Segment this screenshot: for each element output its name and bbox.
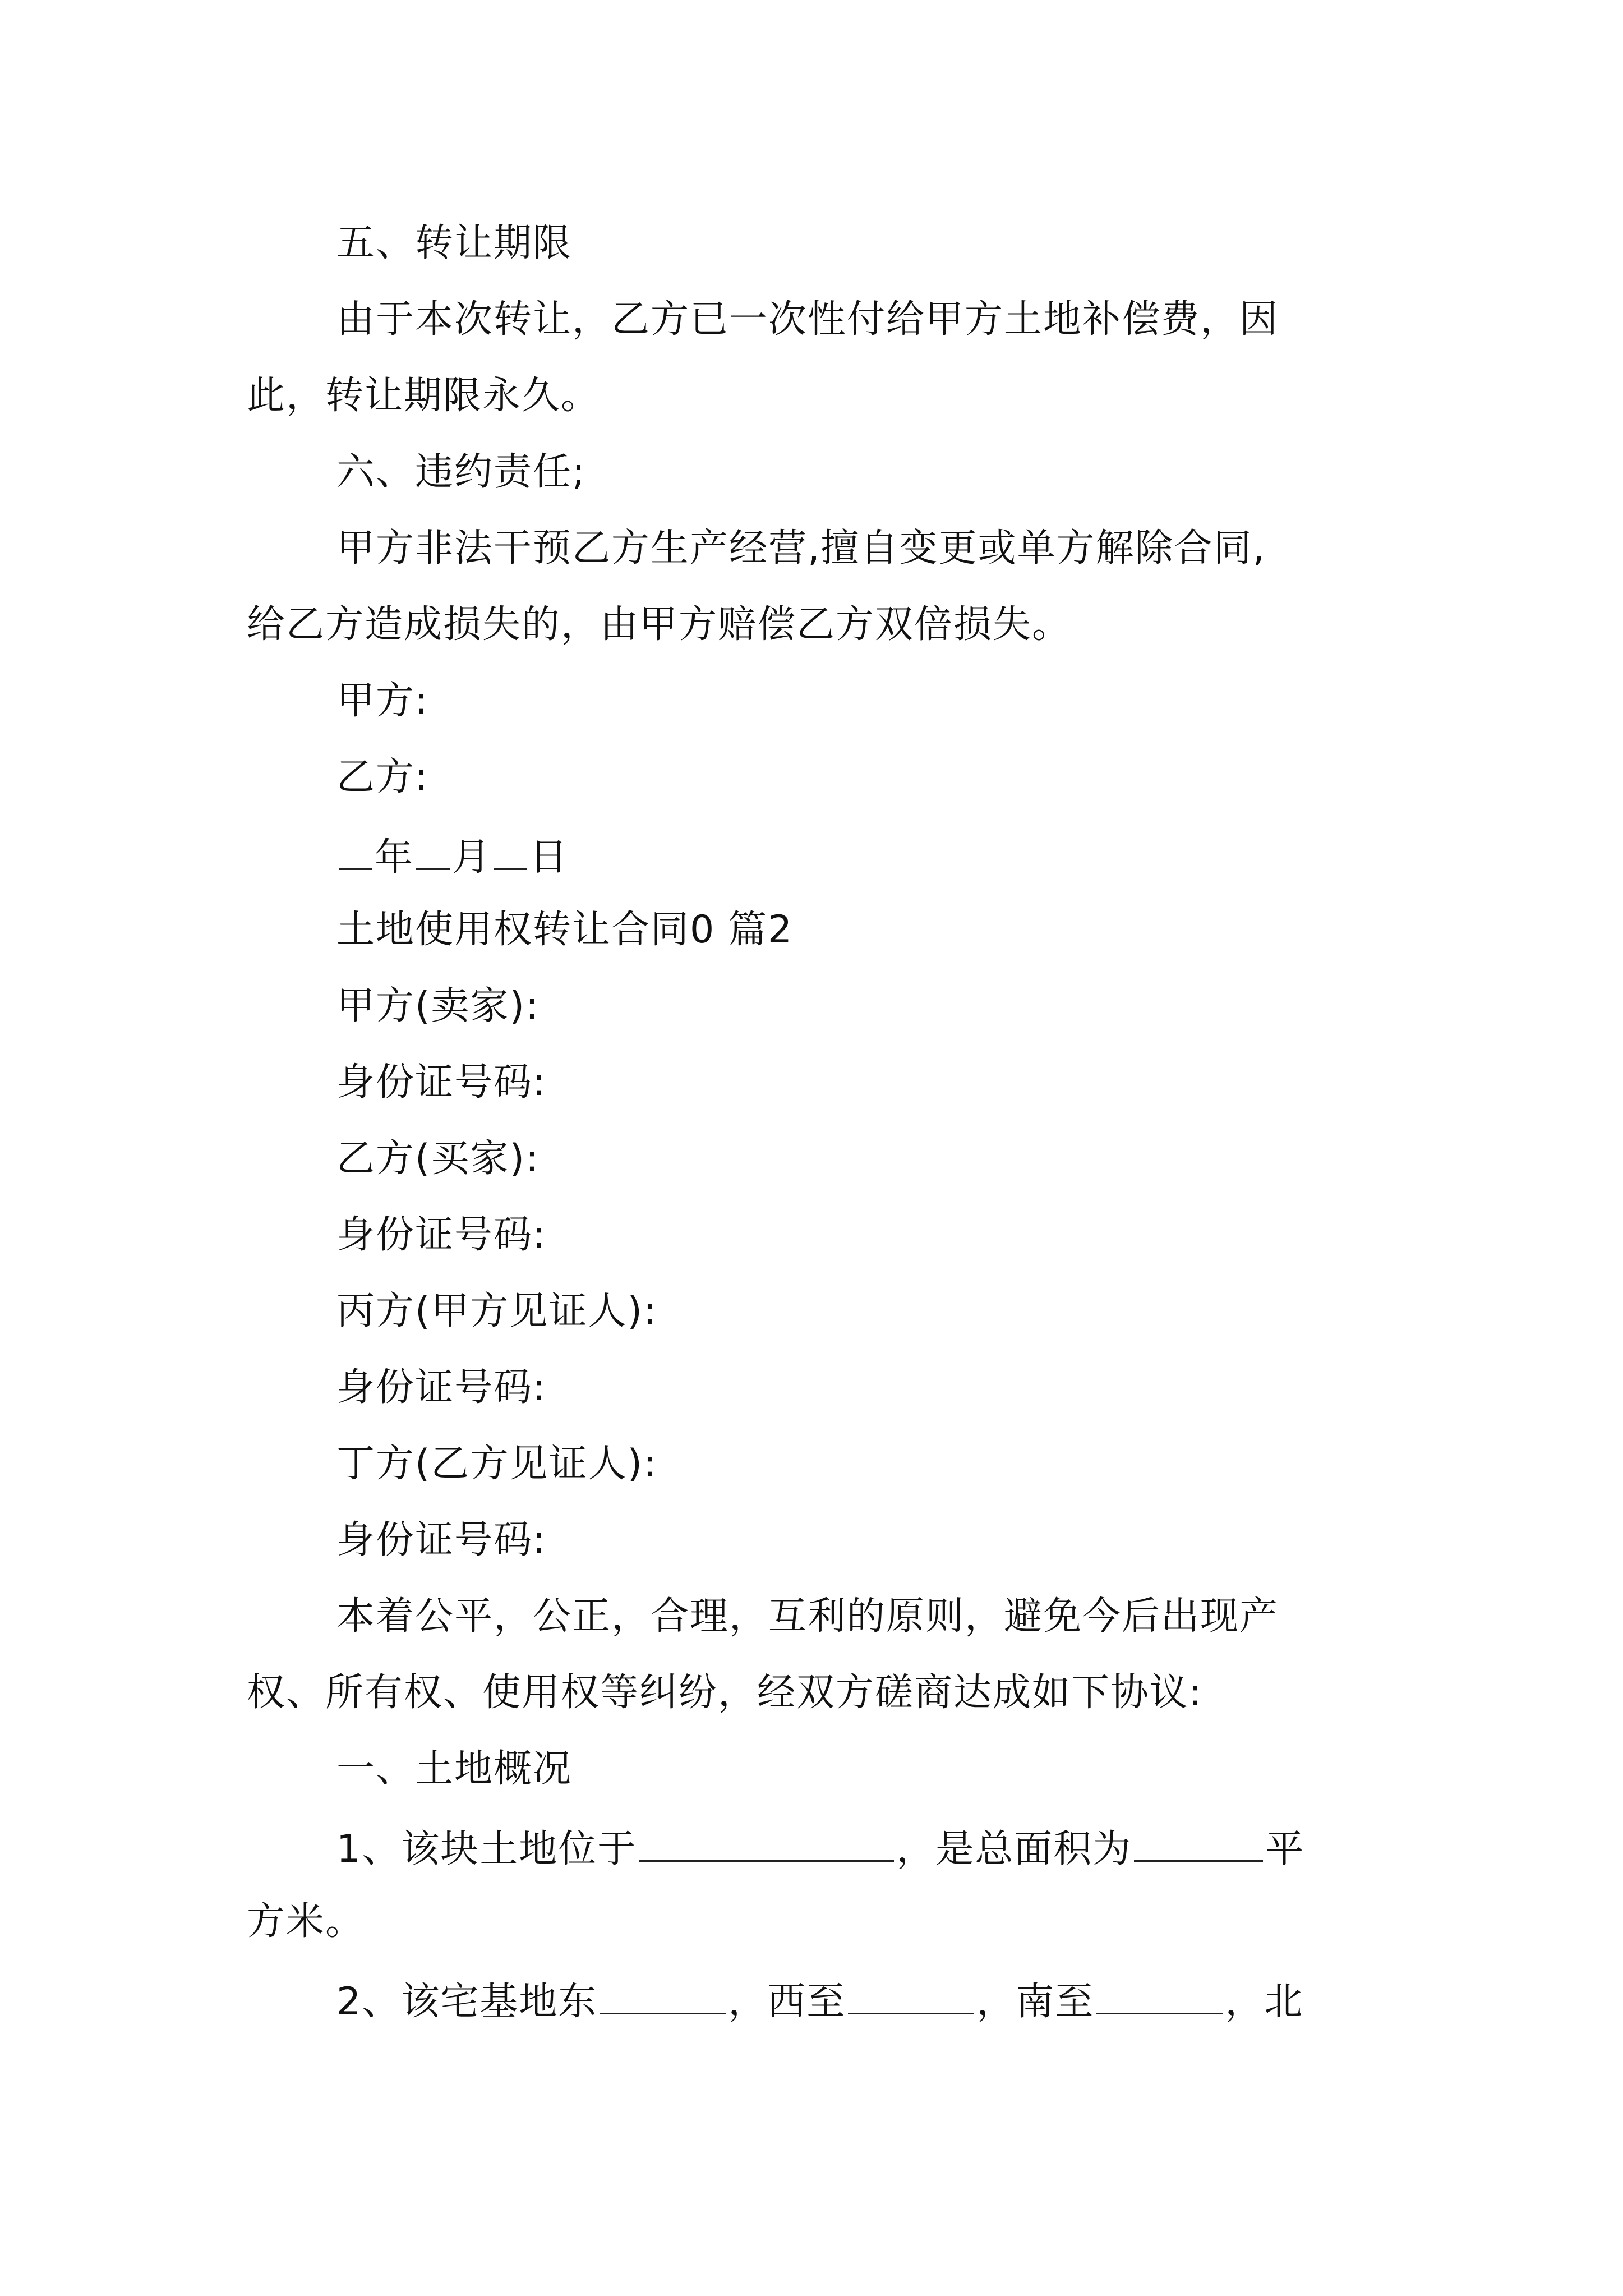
section-heading-breach-liability: 六、违约责任; xyxy=(336,450,586,494)
date-line xyxy=(336,835,569,880)
east-boundary-blank xyxy=(600,1979,726,2014)
id-number-label: 身份证号码: xyxy=(336,1213,547,1257)
paragraph-line: 甲方非法干预乙方生产经营,擅自变更或单方解除合同, xyxy=(336,526,1266,570)
month-blank xyxy=(416,835,450,870)
day-label: 日 xyxy=(529,835,569,880)
day-blank xyxy=(494,835,527,870)
section-heading-land-overview: 一、土地概况 xyxy=(336,1747,573,1791)
id-number-label: 身份证号码: xyxy=(336,1518,547,1562)
land-location-line: 1、该块土地位于 ，是总面积为 平 xyxy=(336,1827,1305,1871)
party-d-witness-label: 丁方(乙方见证人): xyxy=(336,1442,657,1486)
year-blank xyxy=(339,835,372,870)
section-heading-transfer-term: 五、转让期限 xyxy=(336,221,573,265)
party-b-signature-label: 乙方: xyxy=(336,755,429,799)
location-blank xyxy=(639,1826,894,1862)
year-label: 年 xyxy=(375,835,414,880)
paragraph-line: 给乙方造成损失的，由甲方赔偿乙方双倍损失。 xyxy=(247,602,1072,647)
party-c-witness-label: 丙方(甲方见证人): xyxy=(336,1289,657,1333)
party-a-seller-label: 甲方(卖家): xyxy=(336,984,540,1028)
land-boundary-line: 2、该宅基地东 ，西至 ，南至 ，北 xyxy=(336,1980,1304,2024)
party-a-signature-label: 甲方: xyxy=(336,679,429,723)
id-number-label: 身份证号码: xyxy=(336,1060,547,1105)
party-b-buyer-label: 乙方(买家): xyxy=(336,1137,540,1181)
paragraph-line: 方米。 xyxy=(247,1899,365,1944)
west-boundary-blank xyxy=(848,1979,974,2014)
paragraph-line: 本着公平，公正，合理，互利的原则，避免今后出现产 xyxy=(336,1594,1279,1639)
contract-title: 土地使用权转让合同0 篇2 xyxy=(336,908,794,952)
area-blank xyxy=(1134,1826,1263,1862)
paragraph-line: 此，转让期限永久。 xyxy=(247,374,601,418)
paragraph-line: 权、所有权、使用权等纠纷，经双方磋商达成如下协议: xyxy=(247,1671,1203,1715)
id-number-label: 身份证号码: xyxy=(336,1365,547,1410)
south-boundary-blank xyxy=(1096,1979,1223,2014)
paragraph-line: 由于本次转让，乙方已一次性付给甲方土地补偿费，因 xyxy=(336,297,1279,342)
month-label: 月 xyxy=(452,835,492,880)
